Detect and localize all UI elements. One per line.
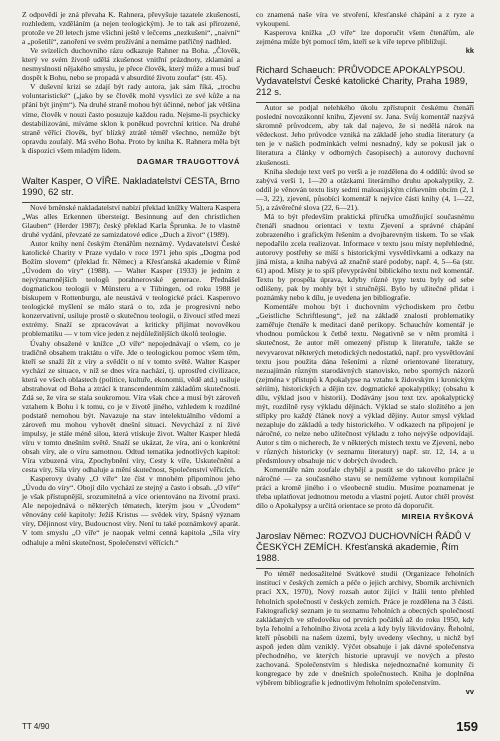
review-paragraph: V duševní krizi se zdají být rady autora, jak sám říká, „trochu voluntaristické“ („jako by se člověk mohl vysvlíci ze své kůže a na přání být jiným“). Na druhé straně mohou být účinné, neboť jak většina víme, člověk v nouzi často posuzuje každou radu. Nejsme-li psychicky destabilizováni, míváme sklon k poněkud povrchní kritice. Na druhé straně věřící člověk, byť blízký ztrátě téměř všechno, nemůže být opravdu zoufalý. Má svého Boha. Proto by kniha K. Rahnera měla být k dispozici všem mladým lidem.: [22, 82, 240, 155]
review-paragraph: Má to být především praktická příručka umožňující současnému čtenáři snadnou orientaci v textu Zjevení a správné chápání zobrazeného i grafickým řešením a dvojbarevným tiskem. To se však nepodařilo zcela realizovat. Informace v textu jsou místy nepřehledné, autorovy postřehy se míší s historickými vysvětlivkami a odkazy na jiná místa, a kniha nabývá až značně staré podoby, např. 4, 5—6a (str. 61) apod. Místy je to spíš převyprávění biblického textu než komentář. Textu by prospěla úprava, kdyby různé typy textu byly od sebe odlišeny, pak by mohly být i stručnější. Bylo by užitečné přidat i poznámky nebo k dílu, je uvedena jen bibliografie.: [256, 211, 474, 303]
left-column: [22, 10, 240, 547]
right-column: [256, 10, 474, 696]
issue-label: TT 4/90: [22, 722, 50, 731]
review-paragraph: Autor se podjal nelehkého úkolu zpřístupnit českému čtenáři poslední novozákonní knihu, Zjevení sv. Jana. Svůj komentář nazývá skromně průvodcem, aby tak dal najevo, že si nedělá nárok na vědeckost. Jeho průvodce vzniká na základě jeho studia literatury (a ten je v našich podmínkách velmi nesnadný, kdy se pokusil jak o literatura a články v odborných časopisech) a autorovy duchovní zkušenosti.: [256, 103, 474, 167]
review-paragraph: Nové brněnské nakladatelství nabízí překlad knížky Waltera Kaspera „Was alles Erkennen übersteigt. Besinnung auf den christlichen Glauben“ (Herder 1987); český překlad Karla Šprunka. Je to vlastně druhé vydání, převzaté ze samizdatové edice „Duch a život“ (1989).: [22, 202, 240, 239]
page-number: 159: [456, 719, 478, 734]
review-heading: Walter Kasper, O VÍŘE. Nakladatelství CESTA, Brno 1990, 62 str.: [22, 174, 240, 197]
review-paragraph: Kasperovy úvahy „O víře“ lze číst v mnohém připomínou jeho „Úvodu do víry“. Obojí dílo vychází ze stejný a často i obsah. „O víře“ je však přístupnější, srozumitelná a více orientováno na životní praxi. Ale nepojednává o některých tématech, kterým jsou v „Úvodem“ věnovány celé kapitoly: Ježíš Kristus — svědek víry, Spásný význam víry, Dějinnost víry, Budoucnost víry. Není tu také poznámkový aparát. V tom smyslu „O víře“ je naopak velmi cenná kapitola „Síla víry odhaluje a mění skutečnost, Společenství věřících.“: [22, 474, 240, 547]
review-paragraph: Kasperova knížka „O víře“ lze doporučit všem čtenářům, ale zejména může být pomocí těm, kteří se k víře teprve přiblížují.: [256, 28, 474, 47]
review-heading: Richard Schaeuch: PRŮVODCE APOKALYPSOU. Vydavatelství České katolické Charity, Praha 1989, 212 s.: [256, 64, 468, 98]
review-paragraph: Po téměř nedosažitelné Svátkové studii (Organizace řeholních institucí v českých zemích a péče o jejich archivy, Sborník archivních prací XX, 1970), Nový rozsah autor žijící v Itálii tento přehled řeholních společností v českých zemích. Práce je rozdělena na 3 části. Faktografický seznam je tu seznamu řeholních a obecných společností zakládaných ve středověku od prvních počátků až do roku 1950, kdy byla řeholní a řeholního života zcela a kdy byly likvidovány. Řeholní, kteří působili na našem území, byly uvedeny všechny, u nichž byl aspoň jeden dům vzniklý. Výčet obsahuje i jak dávné společenstva přechodného, ve kterých historie upravují ve nových a přesto zachovaná. Společenstvím s hlediska nejednoznačné komunity či kongregace by zde v dnešních společnostech. Kniha je doplněna výběrem bibliografie k jednotlivým řeholním společenstvím.: [256, 569, 474, 687]
review-paragraph: Autor knihy není českým čtenářům neznámý. Vydavatelství České katolické Charity v Praze vydalo v roce 1971 jeho spis „Dogma pod Božím slovem“ (překlad fr. Němec) a Křesťanská akademie v Římě „Úvodem do víry“ (1988). — Walter Kasper (1933) je jedním z nejvýznamnějších teologů porahnerovské generace. Přednášel dogmatickou teologii v Münsteru a v Tübingen, od roku 1988 je biskupem v Rottenburgu, ale neustává v teologické práci. Kasperovo teologické myšlení se málo stará o to, zda je progresivní nebo konzervativní, usiluje prostě o skutečnou teologii, o živoucí střed mezi extrémy. Snaží se zpracovávat a kriticky přijímat novověkou problematiku — v tom více jeden z nejdůležitějších úkolů teologie.: [22, 238, 240, 339]
review-signature: DAGMAR TRAUGOTTOVÁ: [136, 156, 240, 166]
review-signature: vv: [465, 687, 474, 696]
review-paragraph: Z odpovědí je zná převaha K. Rahnera, převyšuje tazatele zkušeností, rozhledem, vzděláním (a nejen teologickým). Je to tak asi přirozené, protože ve 20 letech jsme všichni ještě v lečcems „nezkušeni“, „naivní“ a „pošetilí“, zanoření ve svém prožívání a nemáme patřičný nadhled.: [22, 10, 240, 47]
review-paragraph: Kniha sleduje text verš po verši a je rozdělena do 4 oddílů: úvod se zabývá verši 1, 1—20 a otázkami literárního druhu apokalyptiky, 2. oddíl je věnován textu listy sedmi maloasijským církevním obcím (2, 1—3, 22), zjevení, působící komentář k nejvíce části knihy (4, 1—22, 5), a závěrečné slova (22, 6—21).: [256, 166, 474, 212]
review-heading: Jaroslav Němec: ROZVOJ DUCHOVNÍCH ŘÁDŮ V ČESKÝCH ZEMÍCH. Křesťanská akademie, Řím 1988.: [256, 530, 471, 564]
review-paragraph: Úvahy obsažené v knížce „O víře“ nepojednávají o všem, co je tradičně obsahem traktátu o víře. Jde o teologickou pomoc všem těm, kteří se snaží žít z víry a svědčit o ní v tomto světě. Walter Kasper vychází ze situace, v níž se dnes víra nachází, tj. uprostřed civilizace, která ve všech oblastech (politice, kultuře, ekonomii, vědě atd.) usiluje abstrahovat od Boha a ztrácí k transcendentním základům skutečnosti. Zdá se, že víra se stala soukromou. Víra však chce a musí být zároveň vztahem k Bohu i k tomu, co je v životě jiného, vzhledem k rozdílné podstatě nemohou být. Navazuje na stav intelektuálního vědomí a zároveň mu mohou vyhovět dnešní situaci. Nevychází z ní živé impulsy, je stále méně silou, která vtiskuje život. Walter Kasper hledá víru v tomto dnešním světě. Snaží se ukázat, že víra, ani o konkrétní obsah víry, ale o víru samotnou. Odtud tematika jednotlivých kapitol: Víra vzbuzená víra, Zpochybnění víry, Cesty k víře, Uskutečnění a cesta víry, Sila víry odhaluje a mění skutečnost, Společenství věřících.: [22, 338, 240, 475]
review-paragraph: Ve svízelích duchovního rázu odkazuje Rahner na Boha. „Člověk, který ve svém životě udělá zkušenost vnitřní prázdnoty, zklamání a nesmyslnosti nějakého smyslu, je přece člověk, který může a musí buď dospět k Bohu, nebo se propadá v absurdité životu zoufat“ (str. 45).: [22, 46, 240, 83]
review-paragraph: Komentáře nám zoufale chybějí a pustit se do takového práce je náročné — za současného stavu se nemůžeme vyhnout kompilační práci a kromě jiného i o všeobecně studiu. Musíme poznamenat je třeba uplatňovat jednotnou metodu a vlastní pojetí. Autor chtěl provést dílo o Apokalypsy a určitá orientace se proto dá doporučit.: [256, 465, 474, 511]
review-paragraph: co znamená naše víra ve stvoření, křesťanské chápání a z ryze a vykoupení.: [256, 10, 474, 29]
review-signature: MIREIA RYŠKOVÁ: [401, 512, 474, 522]
review-paragraph: Komentáře mohou být i duchovním východiskem pro četbu „Geistliche Schriftlesung“, jež na základě znalosti problematiky zaměřuje čtenáře k meditaci daně perikopy. Schauchův komentář je vhodnou pomůckou k četbě textu. Negativně se v něm promítá i skutečnost, že autor měl omezený přístup k literatuře, takže se nevyvarovat některých metodických nedostatků, např. pro vysvětlování textu jsou použita dána řešeními a různé orientované literatury, nezuajímán různým starodávných stanovisko, nebo sporných názorů (zejména v přístupů k Apokalypse na vztahu k židovským i kronickým sériím), historických a dějin tzv. dogmatické apokalyptiky; (obsahu k dílu, výklad jsou v historii). Dodávány jsou text tzv. apokalyptický mýt, rozdílně rysy výkladu dějinách. Výklad se stalo složitého a jen střípky pro každý článek nový a výklad dějiny. Autor smysl výklad nezapluje do základů a tedy historického. V odkazech na připojení je náročné, co nelze nebo užitečnost výkladu z toho nejvýše odpovídají. Autor s tím o nicherech, že v některých místech textu ve Zjevení, nebo v různých historicky (v seznamu literatury) např. str. 12, 14, a u předsmlouvy obsahuje nic v dobrých úvodech.: [256, 302, 474, 466]
review-signature: kk: [465, 46, 474, 56]
